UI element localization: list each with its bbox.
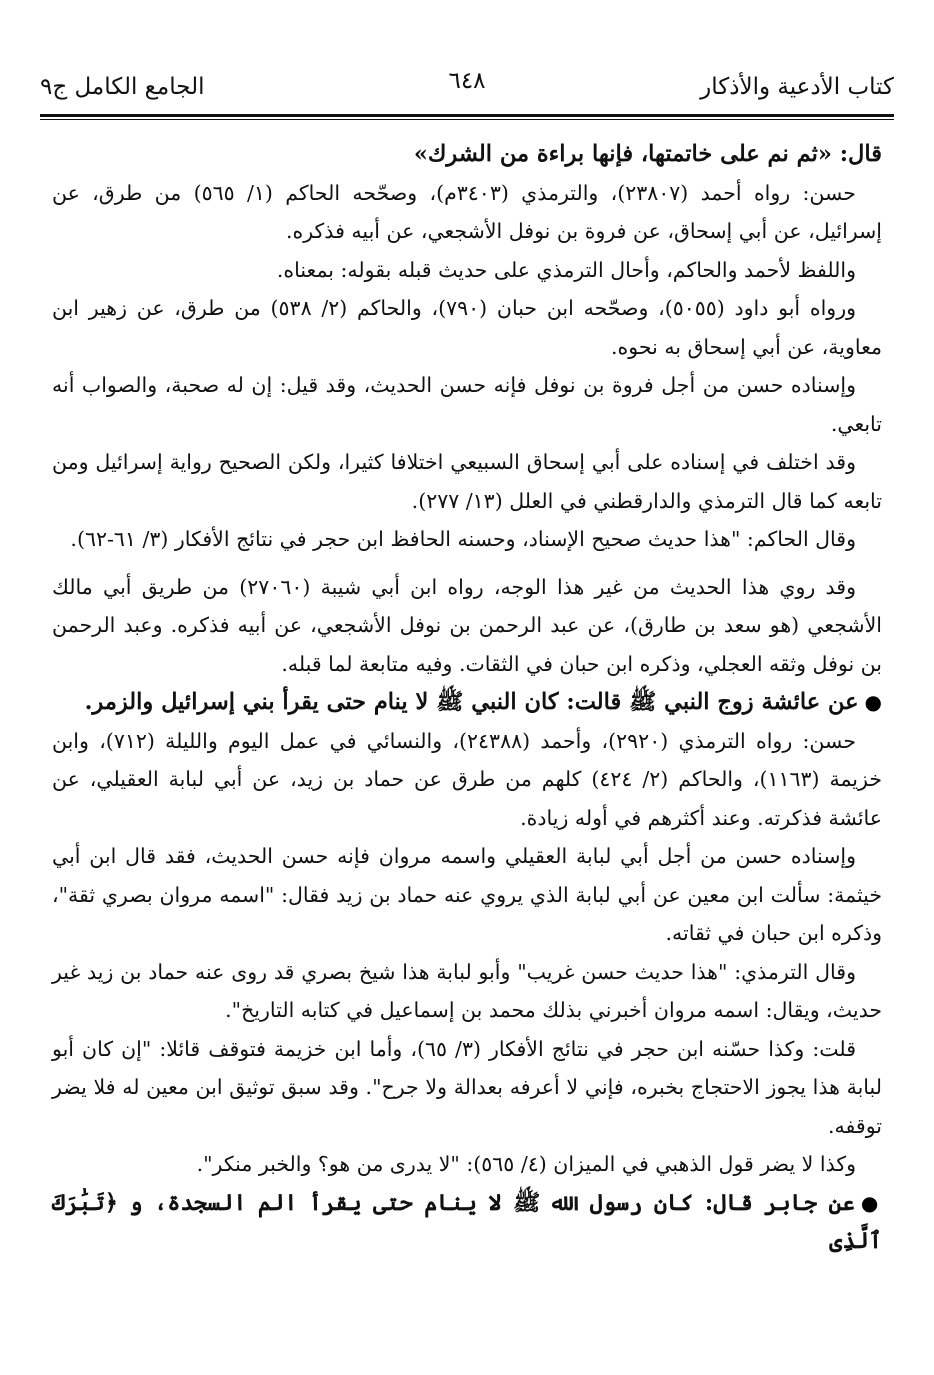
takhrij-paragraph: حسن: رواه الترمذي (٢٩٢٠)، وأحمد (٢٤٣٨٨)، والنسائي في عمل اليوم والليلة (٧١٢)، وابن خزيمة (١١٦٣)، والحاكم (٢/ ٤٢٤) كلهم من طرق عن حماد بن زيد، عن أبي لبابة العقيلي، عن عائشة فذكرته. وعند أكثرهم في أوله زيادة. xyxy=(52,728,882,830)
takhrij-paragraph: وقد روي هذا الحديث من غير هذا الوجه، رواه ابن أبي شيبة (٢٧٠٦٠) من طريق أبي مالك الأشجعي (هو سعد بن طارق)، عن عبد الرحمن بن نوفل الأشجعي، عن أبيه فذكره. وعبد الرحمن بن نوفل وثقه العجلي، وذكره ابن حبان في الثقات. وفيه متابعة لما قبله. xyxy=(52,574,882,676)
takhrij-paragraph: وقال الحاكم: "هذا حديث صحيح الإسناد، وحسنه الحافظ ابن حجر في نتائج الأفكار (٣/ ٦١-٦٢). xyxy=(70,527,856,551)
takhrij-paragraph: حسن: رواه أحمد (٢٣٨٠٧)، والترمذي (٣٤٠٣م)، وصحّحه الحاكم (١/ ٥٦٥) من طرق، عن إسرائيل، عن أبي إسحاق، عن فروة بن نوفل الأشجعي، عن أبيه فذكره. xyxy=(52,180,882,243)
header-rule-thick xyxy=(40,114,894,117)
takhrij-paragraph: قلت: وكذا حسّنه ابن حجر في نتائج الأفكار (٣/ ٦٥)، وأما ابن خزيمة فتوقف قائلا: "إن كان أبو لبابة هذا يجوز الاحتجاج بخبره، فإني لا أعرفه بعدالة ولا جرح". وقد سبق توثيق ابن معين له فلا يضر توقفه. xyxy=(52,1036,882,1138)
takhrij-paragraph: وكذا لا يضر قول الذهبي في الميزان (٤/ ٥٦٥): "لا يدرى من هو؟ والخبر منكر". xyxy=(196,1152,856,1176)
takhrij-paragraph: واللفظ لأحمد والحاكم، وأحال الترمذي على حديث قبله بقوله: بمعناه. xyxy=(276,257,856,282)
takhrij-paragraph: وقد اختلف في إسناده على أبي إسحاق السبيعي اختلافا كثيرا، ولكن الصحيح رواية إسرائيل ومن تابعه كما قال الترمذي والدارقطني في العلل (١٣/ ٢٧٧). xyxy=(52,450,882,513)
header-rule-thin xyxy=(40,119,894,120)
takhrij-paragraph: وإسناده حسن من أجل أبي لبابة العقيلي واسمه مروان فإنه حسن الحديث، فقد قال ابن أبي خيثمة: سألت ابن معين عن أبي لبابة الذي يروي عنه حماد بن زيد فقال: "اسمه مروان بصري ثقة"، وذكره ابن حبان في ثقاته. xyxy=(52,844,882,945)
takhrij-paragraph: ورواه أبو داود (٥٠٥٥)، وصحّحه ابن حبان (٧٩٠)، والحاكم (٢/ ٥٣٨) من طرق، عن زهير ابن معاوية، عن أبي إسحاق به نحوه. xyxy=(52,296,882,359)
hadith-text: عن جابر قال: كان رسول الله ﷺ لا ينام حتى يقرأ الم السجدة، و ﴿تَبَٰرَكَ ٱلَّذِى xyxy=(52,1189,882,1254)
page-number: ٦٤٨ xyxy=(448,68,486,94)
header-volume-title: الجامع الكامل ج٩ xyxy=(40,74,205,100)
hadith-text: قال: «ثم نم على خاتمتها، فإنها براءة من الشرك» xyxy=(413,141,882,167)
page-header xyxy=(40,62,894,112)
hadith-item xyxy=(52,683,882,722)
bullet-icon: ● xyxy=(860,1190,882,1215)
page-body xyxy=(52,135,882,1261)
hadith-text: عن عائشة زوج النبي ﷺ قالت: كان النبي ﷺ لا ينام حتى يقرأ بني إسرائيل والزمر. xyxy=(84,689,859,715)
takhrij-paragraph: وإسناده حسن من أجل فروة بن نوفل فإنه حسن الحديث، وقد قيل: إن له صحبة، والصواب أنه تابعي. xyxy=(52,373,882,436)
hadith-item xyxy=(52,1184,882,1261)
takhrij-paragraph: وقال الترمذي: "هذا حديث حسن غريب" وأبو لبابة هذا شيخ بصري قد روى عنه حماد بن زيد غير حديث، ويقال: اسمه مروان أخبرني بذلك محمد بن إسماعيل في كتابه التاريخ". xyxy=(52,959,882,1022)
header-book-title: كتاب الأدعية والأذكار xyxy=(700,74,894,100)
bullet-icon: ● xyxy=(864,690,882,714)
